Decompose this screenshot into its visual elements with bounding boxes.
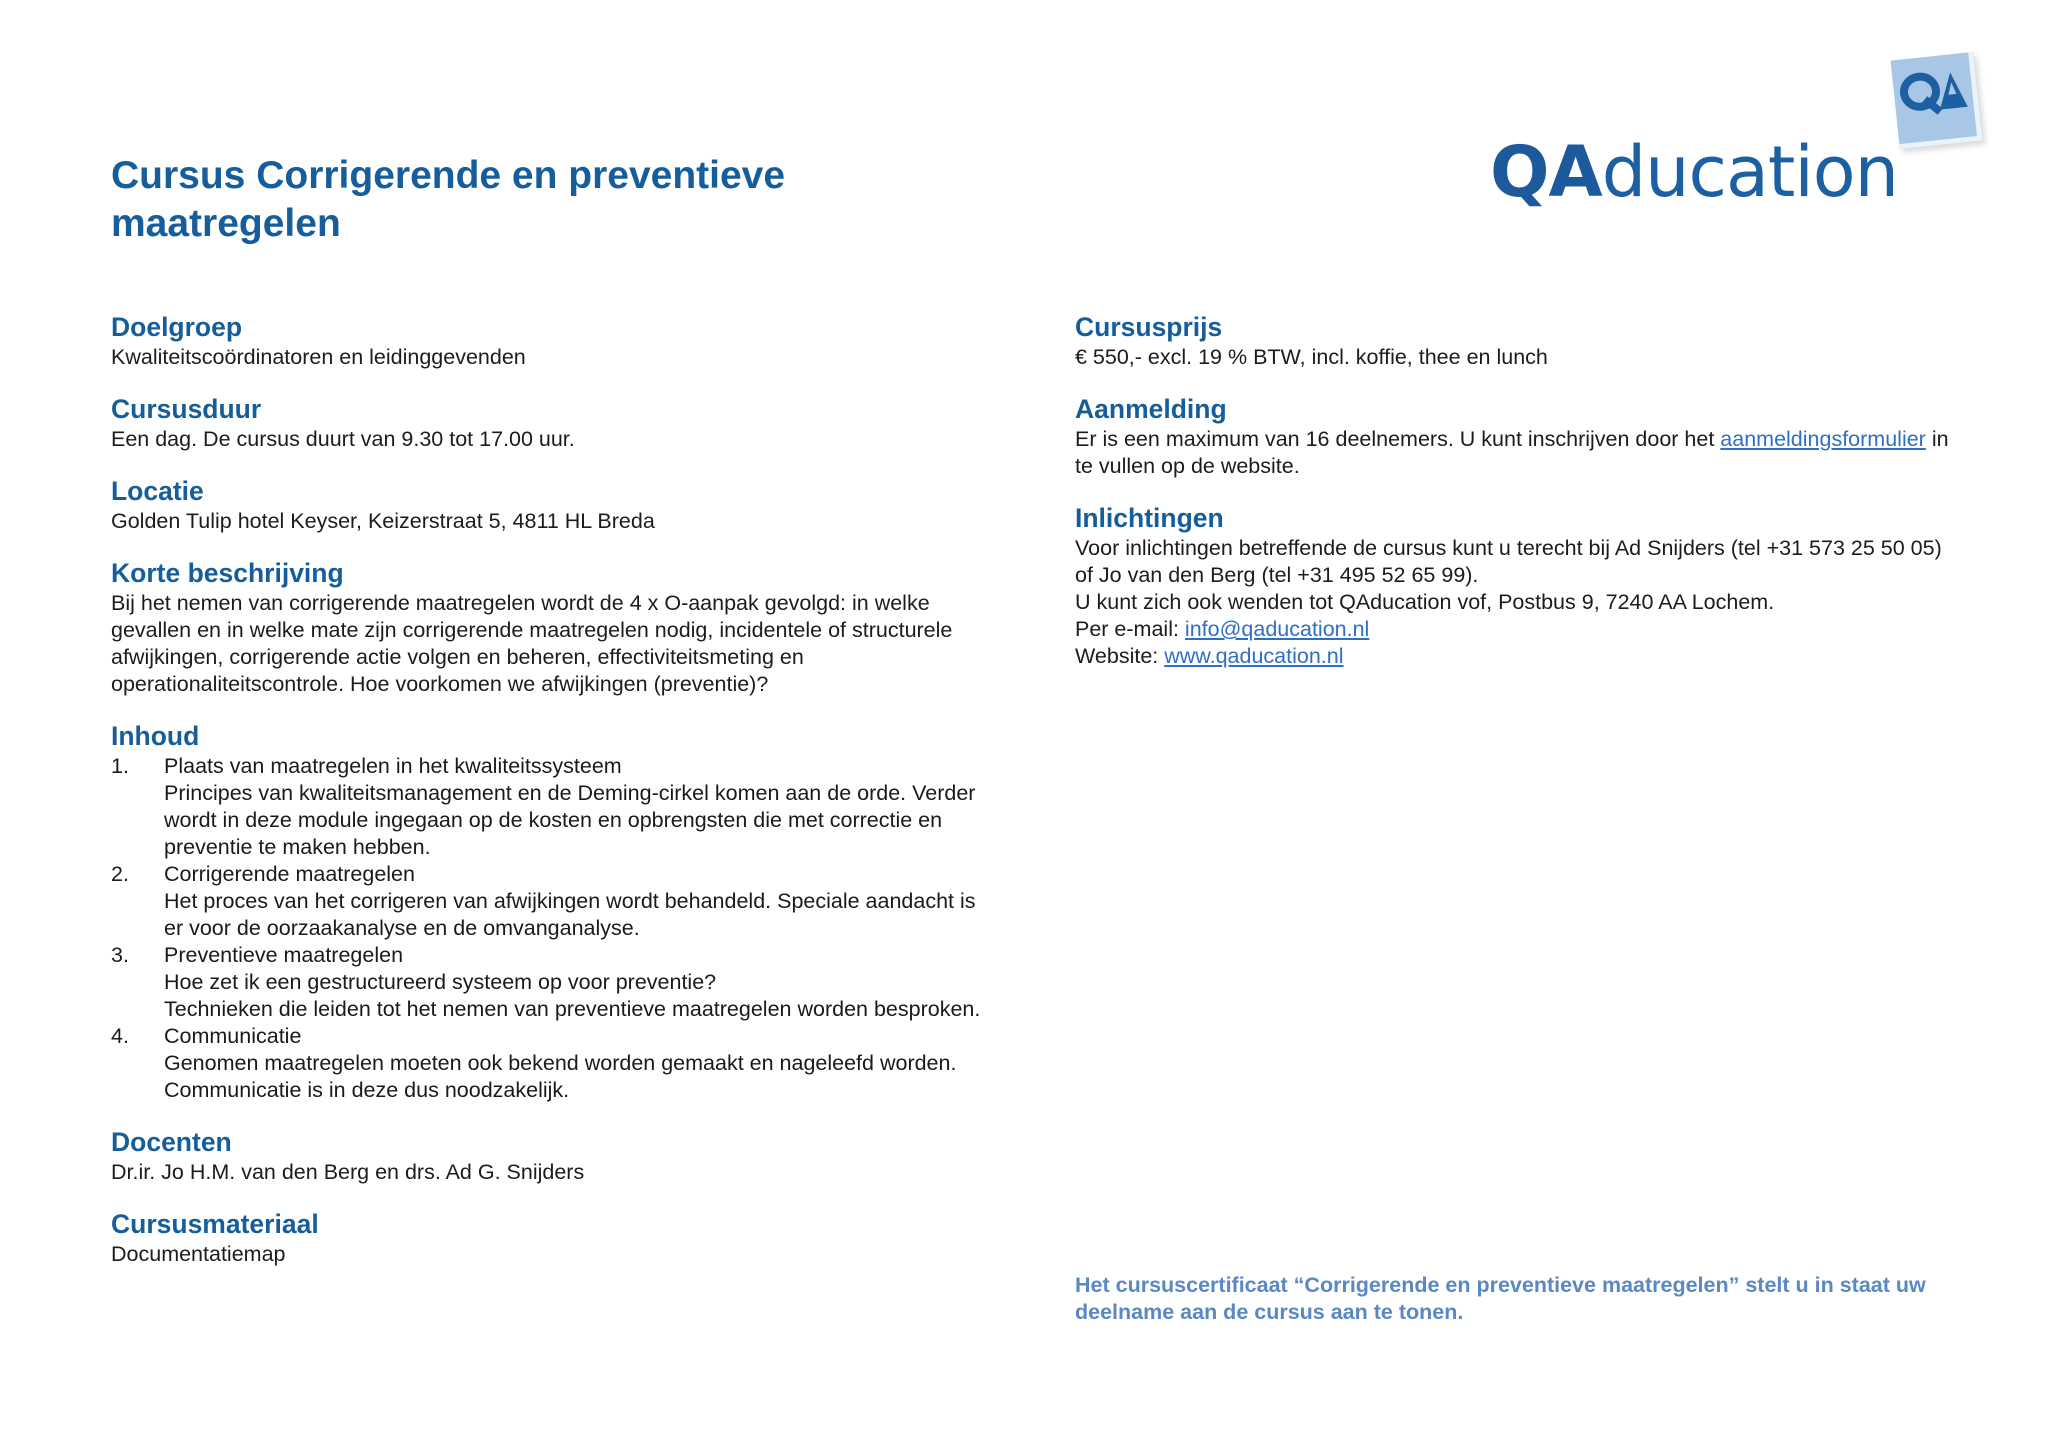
section-heading: Korte beschrijving (111, 558, 344, 588)
logo-wordmark (1490, 132, 1898, 212)
section-text: Bij het nemen van corrigerende maatregelen wordt de 4 x O-aanpak gevolgd: in welke gevallen en in welke mate zijn corrigerende maatregelen nodig, incidentele of structurele afwijkingen, corrigerende actie volgen en beheren, effectiviteitsmeting en operationaliteitscontrole. Hoe voorkomen we afwijkingen (preventie)? (111, 591, 953, 696)
section-heading: Doelgroep (111, 312, 243, 342)
contact-text: Voor inlichtingen betreffende de cursus kunt u terecht bij Ad Snijders (tel +31 573 25 50 05) of Jo van den Berg (tel +31 495 52 65 99). (1075, 536, 1942, 587)
qaducation-logo (1488, 52, 2000, 212)
list-item-number: 3. (111, 943, 129, 967)
qa-mark-icon (1896, 63, 1971, 122)
section-locatie (111, 474, 991, 535)
section-text (1075, 426, 1955, 480)
list-item-title: Plaats van maatregelen in het kwaliteitssysteem (164, 754, 622, 778)
section-docenten (111, 1125, 991, 1186)
section-heading: Inlichtingen (1075, 503, 1224, 533)
left-column (111, 310, 991, 1289)
list-item-description: Genomen maatregelen moeten ook bekend worden gemaakt en nageleefd worden. Communicatie is in deze dus noodzakelijk. (164, 1051, 957, 1102)
list-item-description: Het proces van het corrigeren van afwijkingen wordt behandeld. Speciale aandacht is er voor de oorzaakanalyse en de omvanganalyse. (164, 889, 976, 940)
section-cursusduur (111, 392, 991, 453)
section-heading: Inhoud (111, 721, 200, 751)
list-item-number: 4. (111, 1024, 129, 1048)
section-cursusprijs (1075, 310, 1955, 371)
section-korte-beschrijving (111, 556, 991, 698)
section-text: Dr.ir. Jo H.M. van den Berg en drs. Ad G. Snijders (111, 1160, 585, 1184)
website-line (1075, 643, 1955, 670)
section-aanmelding (1075, 392, 1955, 480)
section-heading: Aanmelding (1075, 394, 1227, 424)
certificate-note: Het cursuscertificaat “Corrigerende en preventieve maatregelen” stelt u in staat uw deelname aan de cursus aan te tonen. (1075, 1273, 1926, 1324)
section-cursusmateriaal (111, 1207, 991, 1268)
list-item (111, 1023, 991, 1104)
section-inhoud (111, 719, 991, 1104)
aanmelding-text-after: in te vullen op de website. (1075, 427, 1949, 478)
section-doelgroep (111, 310, 991, 371)
logo-qa-tile (1891, 52, 1983, 149)
section-text: Kwaliteitscoördinatoren en leidinggevenden (111, 345, 526, 369)
list-item-title: Preventieve maatregelen (164, 943, 404, 967)
section-text: Golden Tulip hotel Keyser, Keizerstraat 5, 4811 HL Breda (111, 509, 655, 533)
section-heading: Cursusprijs (1075, 312, 1223, 342)
section-text: Een dag. De cursus duurt van 9.30 tot 17.00 uur. (111, 427, 575, 451)
list-item-description: Principes van kwaliteitsmanagement en de Deming-cirkel komen aan de orde. Verder wordt in deze module ingegaan op de kosten en opbrengsten die met correctie en preventie te maken hebben. (164, 781, 976, 859)
list-item-title: Communicatie (164, 1024, 302, 1048)
list-item-description-extra: Technieken die leiden tot het nemen van preventieve maatregelen worden besproken. (164, 997, 981, 1021)
list-item-description: Hoe zet ik een gestructureerd systeem op voor preventie? (164, 970, 717, 994)
logo-wordmark-qa: QA (1490, 131, 1602, 213)
section-heading: Cursusmateriaal (111, 1209, 319, 1239)
section-heading: Cursusduur (111, 394, 262, 424)
list-item (111, 861, 991, 942)
aanmelding-text-before: Er is een maximum van 16 deelnemers. U kunt inschrijven door het (1075, 427, 1721, 451)
website-link[interactable]: www.qaducation.nl (1164, 644, 1344, 668)
contents-list (111, 753, 991, 1104)
list-item-title: Corrigerende maatregelen (164, 862, 415, 886)
section-heading: Locatie (111, 476, 204, 506)
email-label: Per e-mail: (1075, 617, 1185, 641)
email-line (1075, 616, 1955, 643)
list-item (111, 753, 991, 861)
email-link[interactable]: info@qaducation.nl (1184, 617, 1370, 641)
page-title: Cursus Corrigerende en preventieve maatregelen (111, 154, 786, 245)
section-inlichtingen (1075, 501, 1955, 670)
website-label: Website: (1075, 644, 1165, 668)
section-text: € 550,- excl. 19 % BTW, incl. koffie, thee en lunch (1075, 345, 1548, 369)
registration-form-link[interactable]: aanmeldingsformulier (1720, 427, 1926, 451)
section-heading: Docenten (111, 1127, 232, 1157)
address-text: U kunt zich ook wenden tot QAducation vof, Postbus 9, 7240 AA Lochem. (1075, 590, 1775, 614)
list-item-number: 1. (111, 754, 129, 778)
right-column (1075, 310, 1955, 691)
list-item (111, 942, 991, 1023)
logo-wordmark-rest: ducation (1601, 131, 1898, 213)
section-text: Documentatiemap (111, 1242, 286, 1266)
list-item-number: 2. (111, 862, 129, 886)
